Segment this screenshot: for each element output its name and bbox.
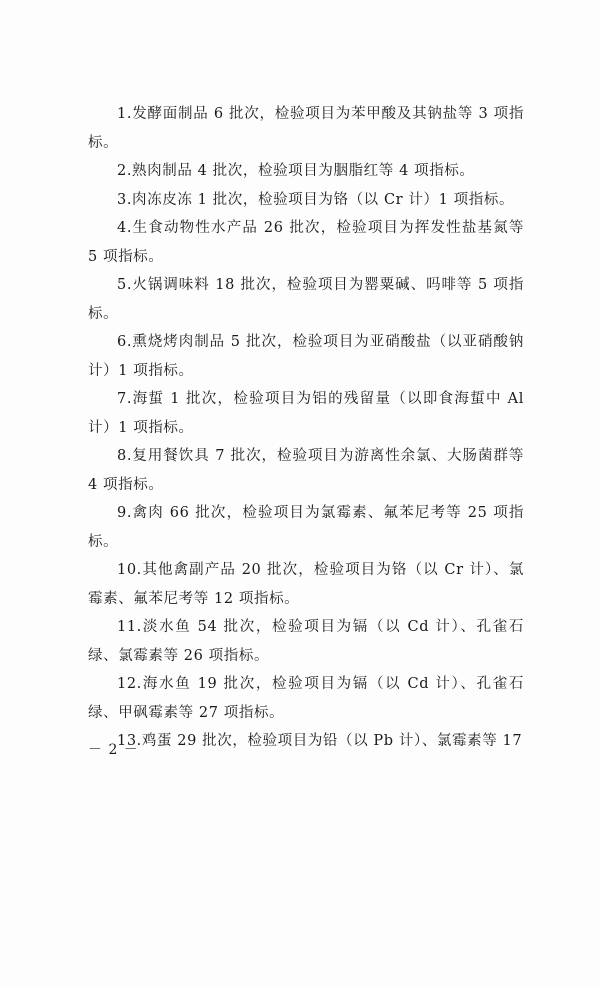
paragraph-item-8: 8.复用餐饮具 7 批次，检验项目为游离性余氯、大肠菌群等 4 项指标。 <box>88 448 524 493</box>
page-number: － 2 － <box>88 742 139 758</box>
paragraph-item-6: 6.熏烧烤肉制品 5 批次，检验项目为亚硝酸盐（以亚硝酸钠计）1 项指标。 <box>88 334 524 379</box>
paragraph-item-13: 13.鸡蛋 29 批次，检验项目为铅（以 Pb 计）、氯霉素等 17 <box>117 733 523 749</box>
paragraph-item-5: 5.火锅调味料 18 批次，检验项目为罂粟碱、吗啡等 5 项指标。 <box>88 277 524 322</box>
paragraph-item-3: 3.肉冻皮冻 1 批次，检验项目为铬（以 Cr 计）1 项指标。 <box>117 191 515 208</box>
paragraph-item-10: 10.其他禽副产品 20 批次，检验项目为铬（以 Cr 计）、氯霉素、氟苯尼考等 12 项指标。 <box>88 562 524 607</box>
paragraph-item-1: 1.发酵面制品 6 批次，检验项目为苯甲酸及其钠盐等 3 项指标。 <box>88 106 524 151</box>
paragraph-item-4: 4.生食动物性水产品 26 批次，检验项目为挥发性盐基氮等 5 项指标。 <box>88 220 524 265</box>
paragraph-item-9: 9.禽肉 66 批次，检验项目为氯霉素、氟苯尼考等 25 项指标。 <box>88 505 524 550</box>
paragraph-item-2: 2.熟肉制品 4 批次，检验项目为胭脂红等 4 项指标。 <box>117 163 475 179</box>
paragraph-item-7: 7.海蜇 1 批次，检验项目为铝的残留量（以即食海蜇中 Al 计）1 项指标。 <box>88 391 524 436</box>
paragraph-item-12: 12.海水鱼 19 批次，检验项目为镉（以 Cd 计）、孔雀石绿、甲砜霉素等 27 项指标。 <box>88 676 524 721</box>
document-body <box>88 100 524 756</box>
paragraph-item-11: 11.淡水鱼 54 批次，检验项目为镉（以 Cd 计）、孔雀石绿、氯霉素等 26 项指标。 <box>88 619 524 664</box>
